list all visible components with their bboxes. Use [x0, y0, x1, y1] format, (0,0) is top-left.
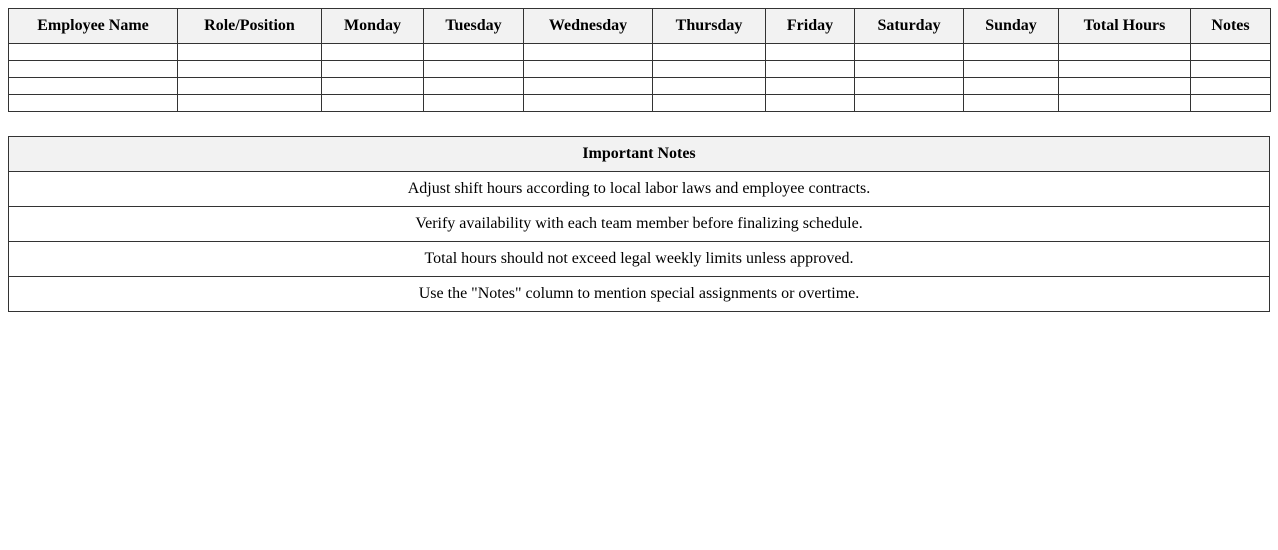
cell-wednesday[interactable] — [524, 44, 653, 61]
schedule-row — [9, 95, 1271, 112]
note-text: Use the "Notes" column to mention special assignments or overtime. — [9, 277, 1270, 312]
schedule-row — [9, 44, 1271, 61]
cell-sunday[interactable] — [964, 78, 1059, 95]
header-thursday: Thursday — [653, 9, 766, 44]
cell-employee-name[interactable] — [9, 44, 178, 61]
cell-role-position[interactable] — [178, 95, 322, 112]
cell-employee-name[interactable] — [9, 78, 178, 95]
cell-monday[interactable] — [322, 61, 424, 78]
cell-thursday[interactable] — [653, 78, 766, 95]
cell-tuesday[interactable] — [424, 44, 524, 61]
cell-sunday[interactable] — [964, 61, 1059, 78]
cell-total-hours[interactable] — [1059, 95, 1191, 112]
note-row — [9, 277, 1270, 312]
note-text: Adjust shift hours according to local labor laws and employee contracts. — [9, 172, 1270, 207]
cell-saturday[interactable] — [855, 61, 964, 78]
cell-thursday[interactable] — [653, 95, 766, 112]
cell-employee-name[interactable] — [9, 95, 178, 112]
cell-wednesday[interactable] — [524, 61, 653, 78]
cell-total-hours[interactable] — [1059, 78, 1191, 95]
schedule-row — [9, 61, 1271, 78]
cell-monday[interactable] — [322, 95, 424, 112]
cell-total-hours[interactable] — [1059, 61, 1191, 78]
header-wednesday: Wednesday — [524, 9, 653, 44]
cell-thursday[interactable] — [653, 44, 766, 61]
cell-monday[interactable] — [322, 44, 424, 61]
cell-friday[interactable] — [766, 95, 855, 112]
cell-role-position[interactable] — [178, 78, 322, 95]
cell-monday[interactable] — [322, 78, 424, 95]
header-friday: Friday — [766, 9, 855, 44]
cell-saturday[interactable] — [855, 44, 964, 61]
header-saturday: Saturday — [855, 9, 964, 44]
cell-wednesday[interactable] — [524, 78, 653, 95]
cell-tuesday[interactable] — [424, 61, 524, 78]
cell-notes[interactable] — [1191, 78, 1271, 95]
schedule-row — [9, 78, 1271, 95]
cell-employee-name[interactable] — [9, 61, 178, 78]
important-notes-table — [8, 136, 1270, 312]
cell-thursday[interactable] — [653, 61, 766, 78]
cell-notes[interactable] — [1191, 95, 1271, 112]
header-total-hours: Total Hours — [1059, 9, 1191, 44]
note-row — [9, 242, 1270, 277]
cell-friday[interactable] — [766, 44, 855, 61]
header-sunday: Sunday — [964, 9, 1059, 44]
note-row — [9, 172, 1270, 207]
cell-sunday[interactable] — [964, 95, 1059, 112]
cell-friday[interactable] — [766, 78, 855, 95]
header-tuesday: Tuesday — [424, 9, 524, 44]
cell-saturday[interactable] — [855, 95, 964, 112]
schedule-header-row — [9, 9, 1271, 44]
cell-role-position[interactable] — [178, 61, 322, 78]
cell-tuesday[interactable] — [424, 95, 524, 112]
header-notes: Notes — [1191, 9, 1271, 44]
notes-title: Important Notes — [9, 137, 1270, 172]
notes-header-row — [9, 137, 1270, 172]
cell-friday[interactable] — [766, 61, 855, 78]
note-text: Verify availability with each team member before finalizing schedule. — [9, 207, 1270, 242]
note-text: Total hours should not exceed legal weekly limits unless approved. — [9, 242, 1270, 277]
cell-notes[interactable] — [1191, 44, 1271, 61]
note-row — [9, 207, 1270, 242]
cell-total-hours[interactable] — [1059, 44, 1191, 61]
schedule-table — [8, 8, 1271, 112]
cell-saturday[interactable] — [855, 78, 964, 95]
header-role-position: Role/Position — [178, 9, 322, 44]
cell-wednesday[interactable] — [524, 95, 653, 112]
header-employee-name: Employee Name — [9, 9, 178, 44]
cell-sunday[interactable] — [964, 44, 1059, 61]
cell-role-position[interactable] — [178, 44, 322, 61]
header-monday: Monday — [322, 9, 424, 44]
cell-tuesday[interactable] — [424, 78, 524, 95]
cell-notes[interactable] — [1191, 61, 1271, 78]
